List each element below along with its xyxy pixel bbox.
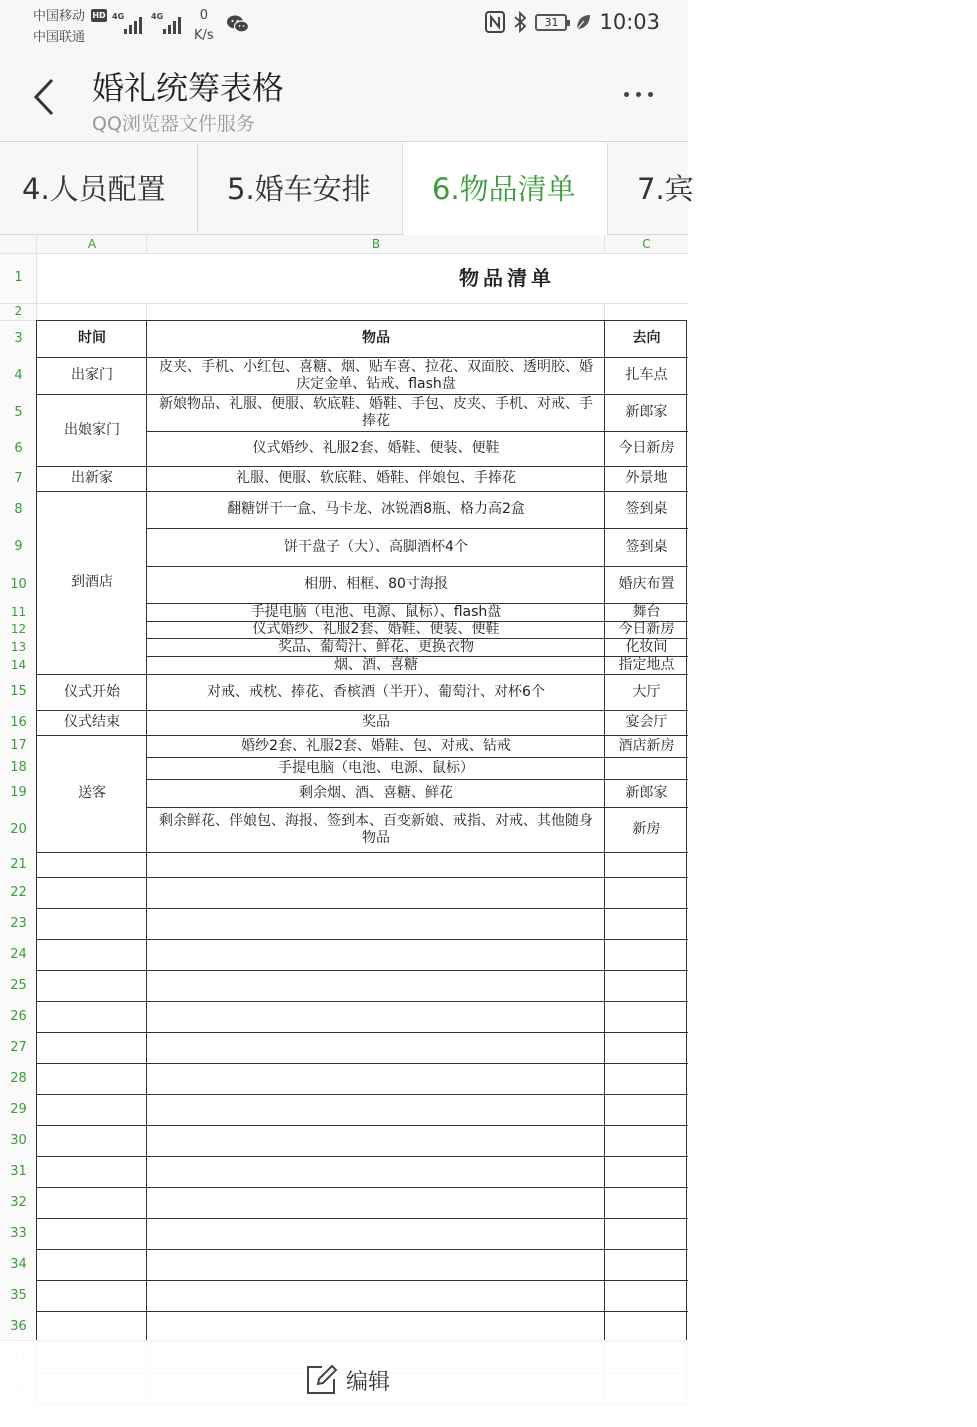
- wechat-icon: [227, 14, 249, 34]
- row-header[interactable]: 15: [0, 674, 37, 710]
- row-header[interactable]: 12: [0, 621, 37, 638]
- row-header[interactable]: 5: [0, 394, 37, 431]
- more-dot-icon: [624, 92, 629, 97]
- status-bar: [0, 0, 688, 52]
- destination-cell[interactable]: 宴会厅: [625, 714, 668, 730]
- row-header[interactable]: 31: [0, 1156, 37, 1187]
- table-border: [36, 939, 688, 940]
- network-speed: [194, 6, 214, 46]
- table-border: [36, 1125, 688, 1126]
- row-header[interactable]: 22: [0, 877, 37, 908]
- row-header[interactable]: 8: [0, 491, 37, 528]
- row-header[interactable]: 27: [0, 1032, 37, 1063]
- item-cell[interactable]: 礼服、便服、软底鞋、婚鞋、伴娘包、手捧花: [236, 470, 516, 486]
- grid-line: [604, 235, 605, 253]
- destination-cell[interactable]: 新郎家: [625, 404, 668, 420]
- bottom-bar: [0, 1340, 688, 1427]
- tab-guests[interactable]: [608, 143, 808, 235]
- destination-cell[interactable]: 大厅: [632, 683, 661, 700]
- row-header[interactable]: 30: [0, 1125, 37, 1156]
- time-group-cell[interactable]: 出娘家门: [64, 421, 120, 438]
- item-cell[interactable]: 仪式婚纱、礼服2套、婚鞋、便装、便鞋: [252, 621, 500, 637]
- item-cell[interactable]: 手提电脑（电池、电源、鼠标）: [278, 759, 474, 776]
- column-title-destination[interactable]: 去向: [632, 330, 661, 346]
- table-border: [36, 1218, 688, 1219]
- time-group-cell[interactable]: 出新家: [71, 470, 113, 486]
- edit-button[interactable]: [304, 1363, 390, 1397]
- item-cell[interactable]: 对戒、戒枕、捧花、香槟酒（半开）、葡萄汁、对杯6个: [207, 683, 545, 700]
- column-header[interactable]: B: [147, 235, 605, 253]
- tab-wedding-cars[interactable]: [198, 143, 403, 235]
- table-border: [36, 852, 688, 853]
- destination-cell[interactable]: 婚庆布置: [618, 576, 675, 592]
- spreadsheet-grid[interactable]: [0, 235, 688, 1340]
- network-type-1: 4G: [112, 12, 125, 21]
- time-group-cell[interactable]: 出家门: [71, 367, 113, 383]
- destination-cell[interactable]: 化妆间: [625, 638, 668, 655]
- title-bar: [0, 52, 688, 142]
- document-title: 婚礼统筹表格: [92, 69, 285, 107]
- row-header[interactable]: 33: [0, 1218, 37, 1249]
- tab-personnel[interactable]: [0, 143, 198, 235]
- destination-cell[interactable]: 指定地点: [618, 656, 675, 673]
- grid-line: [146, 303, 147, 320]
- leaf-icon: [575, 13, 591, 31]
- item-cell[interactable]: 相册、相框、80寸海报: [304, 576, 448, 592]
- destination-cell[interactable]: [605, 757, 688, 779]
- grid-line: [0, 303, 688, 304]
- row-header[interactable]: 25: [0, 970, 37, 1001]
- network-speed-unit: K/s: [194, 28, 214, 43]
- item-cell[interactable]: 婚纱2套、礼服2套、婚鞋、包、对戒、钻戒: [241, 737, 511, 754]
- item-cell[interactable]: 仪式婚纱、礼服2套、婚鞋、便装、便鞋: [252, 440, 500, 456]
- table-border: [36, 1094, 688, 1095]
- row-header[interactable]: 23: [0, 908, 37, 939]
- row-header[interactable]: 17: [0, 735, 37, 757]
- status-right: [485, 10, 660, 34]
- row-header[interactable]: 13: [0, 638, 37, 656]
- network-speed-value: 0: [199, 8, 208, 23]
- row-header[interactable]: 3: [0, 320, 37, 357]
- tab-label: 4.人员配置: [22, 172, 166, 206]
- destination-cell[interactable]: 今日新房: [618, 621, 675, 637]
- table-border: [36, 877, 688, 878]
- bluetooth-icon: [513, 11, 527, 33]
- row-header[interactable]: 35: [0, 1280, 37, 1311]
- battery-level: 31: [544, 15, 559, 29]
- table-border: [36, 908, 688, 909]
- row-header[interactable]: 14: [0, 656, 37, 674]
- row-header[interactable]: 34: [0, 1249, 37, 1280]
- row-header[interactable]: 16: [0, 710, 37, 735]
- time-group-cell[interactable]: 到酒店: [71, 574, 113, 590]
- edit-icon: [304, 1363, 338, 1397]
- destination-cell[interactable]: 签到桌: [625, 501, 668, 517]
- tab-label: 7.宾: [637, 172, 694, 206]
- table-border: [36, 1249, 688, 1250]
- sheet-tab-bar: [0, 143, 694, 235]
- row-header[interactable]: 7: [0, 466, 37, 491]
- column-header[interactable]: A: [37, 235, 147, 253]
- row-header[interactable]: 18: [0, 757, 37, 779]
- time-group-cell[interactable]: 送客: [78, 785, 106, 801]
- item-cell[interactable]: 剩余鲜花、伴娘包、海报、签到本、百变新娘、戒指、对戒、其他随身物品: [159, 812, 593, 846]
- column-header-corner[interactable]: [0, 235, 37, 253]
- grid-line: [146, 235, 147, 253]
- table-border: [36, 1001, 688, 1002]
- row-header[interactable]: 2: [0, 303, 37, 320]
- destination-cell[interactable]: 舞台: [632, 603, 661, 620]
- time-group-cell[interactable]: 仪式开始: [64, 683, 120, 700]
- more-dot-icon: [648, 92, 653, 97]
- destination-cell[interactable]: 新房: [632, 821, 661, 837]
- row-header[interactable]: 26: [0, 1001, 37, 1032]
- time-group-cell[interactable]: 仪式结束: [64, 714, 120, 730]
- back-arrow-icon: [26, 74, 66, 120]
- item-cell[interactable]: 新娘物品、礼服、便服、软底鞋、婚鞋、手包、皮夹、手机、对戒、手捧花: [159, 395, 593, 429]
- carrier-names: [33, 6, 85, 48]
- table-border: [36, 1280, 688, 1281]
- tab-label: 6.物品清单: [432, 172, 576, 206]
- row-header[interactable]: 24: [0, 939, 37, 970]
- item-cell[interactable]: 剩余烟、酒、喜糖、鲜花: [299, 784, 453, 801]
- destination-cell[interactable]: 扎车点: [625, 367, 668, 383]
- edit-label: 编辑: [346, 1369, 391, 1395]
- row-header[interactable]: 1: [0, 253, 37, 303]
- carrier-1: 中国移动: [33, 9, 86, 24]
- item-cell[interactable]: 奖品、葡萄汁、鲜花、更换衣物: [278, 638, 474, 655]
- sheet-title[interactable]: 物品清单: [459, 265, 555, 290]
- table-border: [36, 1063, 688, 1064]
- table-border: [36, 1311, 688, 1312]
- item-cell[interactable]: 手提电脑（电池、电源、鼠标）、flash盘: [250, 603, 502, 620]
- hd-badge: HD: [92, 11, 106, 20]
- document-subtitle: QQ浏览器文件服务: [92, 113, 255, 135]
- destination-cell[interactable]: 新郎家: [625, 784, 668, 801]
- more-options-button[interactable]: [624, 92, 653, 97]
- clock: 10:03: [599, 10, 660, 34]
- item-cell[interactable]: 奖品: [362, 714, 390, 730]
- carrier-2: 中国联通: [33, 30, 86, 45]
- row-header[interactable]: 4: [0, 357, 37, 394]
- row-header[interactable]: 36: [0, 1311, 37, 1342]
- table-border: [36, 1156, 688, 1157]
- tab-item-list[interactable]: [403, 143, 608, 235]
- item-cell[interactable]: 皮夹、手机、小红包、喜糖、烟、贴车喜、拉花、双面胶、透明胶、婚庆定金单、钻戒、flash盘: [159, 358, 593, 392]
- column-title-item[interactable]: 物品: [362, 330, 390, 346]
- column-header[interactable]: C: [605, 235, 688, 253]
- more-dot-icon: [636, 92, 641, 97]
- table-border: [36, 1187, 688, 1188]
- network-type-2: 4G: [151, 12, 164, 21]
- destination-cell[interactable]: 酒店新房: [618, 737, 675, 754]
- row-header[interactable]: 20: [0, 807, 37, 852]
- signal-icon-2: [163, 14, 181, 34]
- row-header[interactable]: 29: [0, 1094, 37, 1125]
- destination-cell[interactable]: 外景地: [625, 470, 668, 486]
- row-header[interactable]: 21: [0, 852, 37, 877]
- item-cell[interactable]: 翻糖饼干一盒、马卡龙、冰锐酒8瓶、格力高2盒: [227, 501, 525, 517]
- table-border: [36, 1032, 688, 1033]
- back-button[interactable]: [26, 74, 66, 120]
- item-cell[interactable]: 饼干盘子（大）、高脚酒杯4个: [284, 538, 468, 555]
- row-header[interactable]: 10: [0, 566, 37, 603]
- row-header[interactable]: 19: [0, 779, 37, 807]
- battery-icon: [535, 14, 567, 31]
- column-title-time[interactable]: 时间: [78, 330, 106, 346]
- row-header[interactable]: 32: [0, 1187, 37, 1218]
- destination-cell[interactable]: 签到桌: [625, 538, 668, 555]
- grid-line: [604, 303, 605, 320]
- tab-label: 5.婚车安排: [227, 172, 371, 206]
- destination-cell[interactable]: 今日新房: [618, 440, 675, 456]
- row-header[interactable]: 9: [0, 528, 37, 566]
- row-header[interactable]: 28: [0, 1063, 37, 1094]
- nfc-icon: [485, 11, 505, 33]
- row-header[interactable]: 6: [0, 431, 37, 466]
- row-header[interactable]: 11: [0, 603, 37, 621]
- table-border: [36, 970, 688, 971]
- item-cell[interactable]: 烟、酒、喜糖: [334, 656, 418, 673]
- signal-icon: [124, 14, 142, 34]
